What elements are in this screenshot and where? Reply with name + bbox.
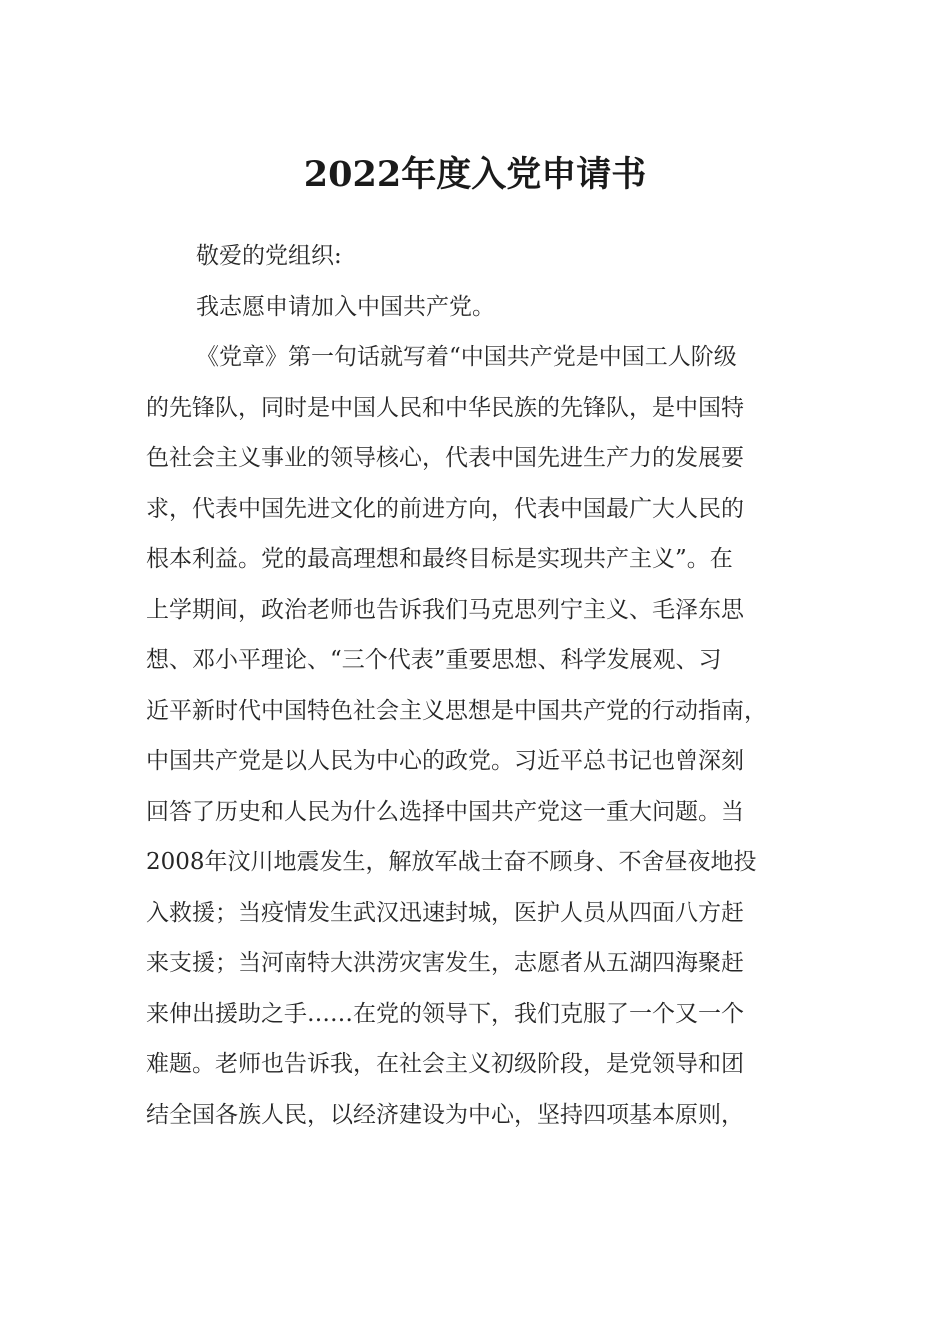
paragraph-line: 求，代表中国先进文化的前进方向，代表中国最广大人民的 [146,495,744,522]
salutation-line: 敬爱的党组织: [196,243,342,269]
paragraph-line: 难题。老师也告诉我，在社会主义初级阶段，是党领导和团 [146,1051,744,1077]
paragraph-line: 入救援；当疫情发生武汉迅速封城，医护人员从四面八方赶 [146,899,744,926]
paragraph-line: 结全国各族人民，以经济建设为中心，坚持四项基本原则， [146,1101,744,1128]
paragraph-line: 来支援；当河南特大洪涝灾害发生，志愿者从五湖四海聚赶 [146,950,744,976]
paragraph-line: 《党章》第一句话就写着“中国共产党是中国工人阶级 [196,344,737,370]
paragraph-line: 我志愿申请加入中国共产党。 [196,293,495,320]
document-body [146,231,796,1140]
paragraph-line: 来伸出援助之手……在党的领导下，我们克服了一个又一个 [146,1000,744,1027]
paragraph-line: 的先锋队，同时是中国人民和中华民族的先锋队，是中国特 [146,394,744,421]
paragraph-line: 上学期间，政治老师也告诉我们马克思列宁主义、毛泽东思 [146,596,744,623]
paragraph-line: 中国共产党是以人民为中心的政党。习近平总书记也曾深刻 [146,748,744,774]
document-title: 2022年度入党申请书 [303,154,647,195]
paragraph-line: 想、邓小平理论、“三个代表”重要思想、科学发展观、习 [146,647,722,673]
paragraph-line: 2008年汶川地震发生，解放军战士奋不顾身、不舍昼夜地投 [146,849,757,875]
paragraph-line: 根本利益。党的最高理想和最终目标是实现共产主义”。在 [146,546,733,572]
paragraph-line: 回答了历史和人民为什么选择中国共产党这一重大问题。当 [146,798,744,825]
paragraph-line: 色社会主义事业的领导核心，代表中国先进生产力的发展要 [146,445,744,471]
paragraph-line: 近平新时代中国特色社会主义思想是中国共产党的行动指南， [146,697,767,724]
